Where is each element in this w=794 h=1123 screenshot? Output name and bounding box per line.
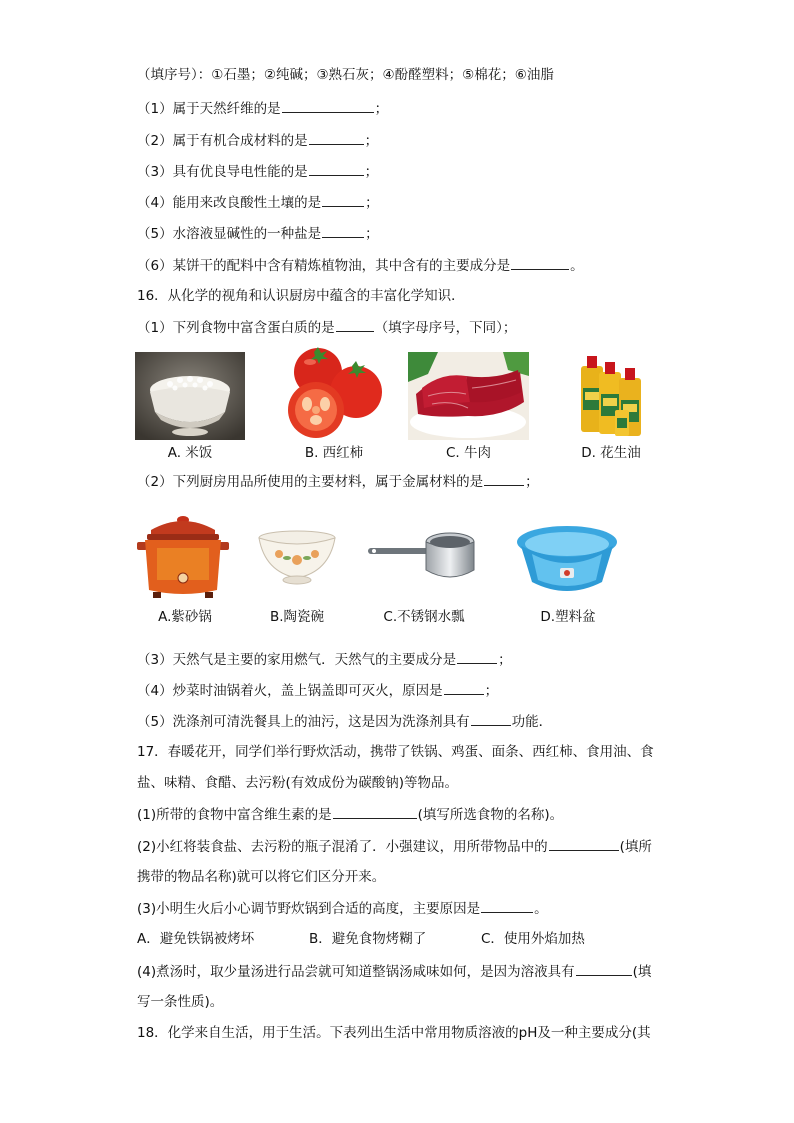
peanut-oil-image: [575, 348, 647, 440]
utensil-caption-c: C.不锈钢水瓢: [383, 609, 465, 625]
answer-blank[interactable]: [333, 805, 417, 819]
answer-blank[interactable]: [481, 899, 533, 913]
option-a[interactable]: A．避免铁锅被烤坏: [137, 931, 255, 947]
steel-ladle-image: [368, 530, 478, 586]
answer-blank[interactable]: [309, 162, 364, 176]
q16-part-1: （1）下列食物中富含蛋白质的是 （填字母序号，下同）；: [137, 320, 517, 336]
q16-title: 16．从化学的视角和认识厨房中蕴含的丰富化学知识．: [137, 288, 465, 304]
answer-blank[interactable]: [576, 962, 632, 976]
q17-part-1: (1)所带的食物中富含维生素的是 (填写所选食物的名称)。: [137, 807, 564, 823]
option-c[interactable]: C．使用外焰加热: [481, 931, 585, 947]
utensil-caption-d: D.塑料盆: [540, 609, 596, 625]
tomato-image: [280, 346, 388, 442]
q17-part-4a: (4)煮汤时，取少量汤进行品尝就可知道整锅汤咸味如何，是因为溶液具有 (填: [137, 964, 652, 980]
food-caption-c: C. 牛肉: [445, 445, 491, 461]
q16-part-3: （3）天然气是主要的家用燃气．天然气的主要成分是 ；: [137, 652, 512, 668]
clay-pot-image: [135, 508, 230, 600]
answer-blank[interactable]: [444, 681, 484, 695]
plastic-basin-image: [516, 524, 618, 596]
q17-line-2: 盐、味精、食醋、去污粉(有效成份为碳酸钠)等物品。: [137, 775, 459, 791]
q17-part-4b: 写一条性质)。: [137, 994, 224, 1010]
q15-item-3: （3）具有优良导电性能的是 ；: [137, 164, 379, 180]
q15-item-4: （4）能用来改良酸性土壤的是 ；: [137, 195, 379, 211]
utensil-caption-b: B.陶瓷碗: [269, 609, 325, 625]
answer-blank[interactable]: [322, 193, 364, 207]
rice-bowl-image: [135, 352, 245, 440]
q15-item-5: （5）水溶液显碱性的一种盐是 ；: [137, 226, 379, 242]
q15-item-2: （2）属于有机合成材料的是 ；: [137, 133, 379, 149]
answer-blank[interactable]: [336, 318, 374, 332]
q15-item-1: （1）属于天然纤维的是 ；: [137, 101, 389, 117]
q18-line-1: 18．化学来自生活，用于生活。下表列出生活中常用物质溶液的pH及一种主要成分(其: [137, 1025, 651, 1041]
q15-item-6: （6）某饼干的配料中含有精炼植物油，其中含有的主要成分是 。: [137, 258, 584, 274]
answer-blank[interactable]: [484, 472, 524, 486]
q17-part-2b: 携带的物品名称)就可以将它们区分开来。: [137, 869, 386, 885]
answer-blank[interactable]: [457, 650, 497, 664]
utensil-caption-a: A.紫砂锅: [158, 609, 212, 625]
option-b[interactable]: B．避免食物烤糊了: [309, 931, 427, 947]
q16-part-2: （2）下列厨房用品所使用的主要材料，属于金属材料的是 ；: [137, 474, 539, 490]
beef-image: [408, 352, 529, 440]
answer-blank[interactable]: [309, 131, 364, 145]
food-caption-b: B. 西红柿: [304, 445, 364, 461]
q17-part-2a: (2)小红将装食盐、去污粉的瓶子混淆了．小强建议，用所带物品中的 (填所: [137, 839, 652, 855]
food-caption-a: A. 米饭: [167, 445, 213, 461]
q16-part-5: （5）洗涤剂可清洗餐具上的油污，这是因为洗涤剂具有 功能．: [137, 714, 553, 730]
answer-blank[interactable]: [549, 837, 619, 851]
answer-blank[interactable]: [511, 256, 569, 270]
food-caption-d: D. 花生油: [581, 445, 641, 461]
answer-blank[interactable]: [282, 99, 374, 113]
answer-blank[interactable]: [322, 224, 364, 238]
q17-options: [137, 930, 585, 948]
q15-intro: （填序号）：①石墨；②纯碱；③熟石灰；④酚醛塑料；⑤棉花；⑥油脂: [137, 67, 554, 83]
q16-part-4: （4）炒菜时油锅着火，盖上锅盖即可灭火，原因是 ；: [137, 683, 499, 699]
ceramic-bowl-image: [257, 530, 337, 586]
answer-blank[interactable]: [471, 712, 511, 726]
q17-line-1: 17．春暖花开，同学们举行野炊活动，携带了铁锅、鸡蛋、面条、西红柿、食用油、食: [137, 744, 654, 760]
q17-part-3: (3)小明生火后小心调节野炊锅到合适的高度，主要原因是 。: [137, 901, 548, 917]
